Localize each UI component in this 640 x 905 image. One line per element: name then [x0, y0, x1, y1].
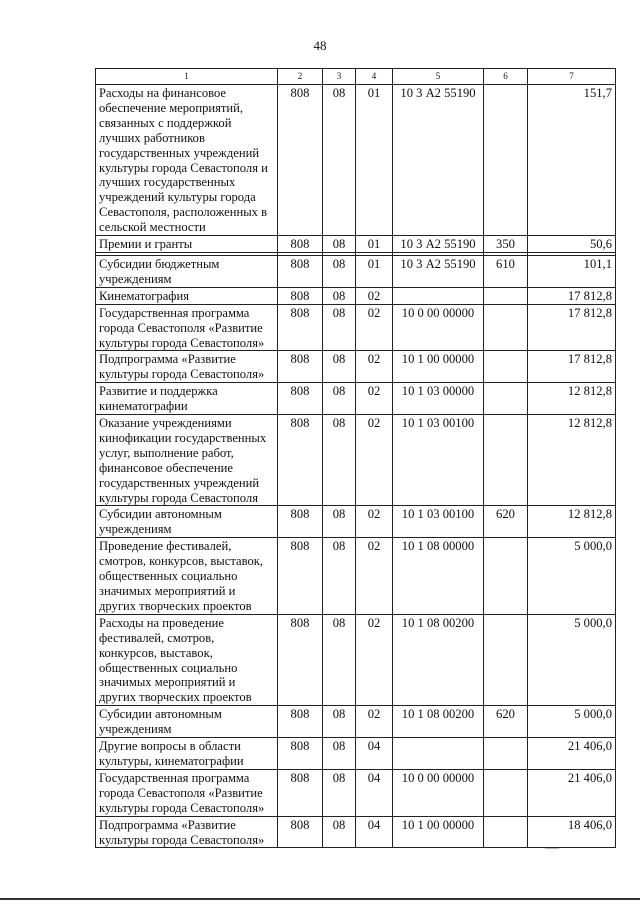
row-rz-cell: 08: [323, 506, 356, 538]
row-csr-cell: 10 3 А2 55190: [393, 85, 484, 236]
row-gr-cell: 808: [278, 236, 323, 253]
row-amount-cell: 12 812,8: [528, 506, 616, 538]
column-header: 4: [356, 69, 393, 85]
row-csr-cell: 10 3 А2 55190: [393, 236, 484, 253]
row-pr-cell: 02: [356, 351, 393, 383]
row-name-cell: Государственная программа города Севастополя «Развитие культуры города Севастополя»: [96, 769, 278, 816]
row-name-cell: Расходы на проведение фестивалей, смотров, конкурсов, выставок, общественных социально значимых мероприятий и других творческих проектов: [96, 614, 278, 705]
row-amount-cell: 101,1: [528, 255, 616, 287]
table-row: [96, 304, 616, 351]
row-pr-cell: 02: [356, 506, 393, 538]
row-vr-cell: [484, 383, 528, 415]
row-gr-cell: 808: [278, 769, 323, 816]
row-rz-cell: 08: [323, 816, 356, 848]
table-row: [96, 236, 616, 253]
row-vr-cell: [484, 769, 528, 816]
row-pr-cell: 02: [356, 538, 393, 615]
row-name-cell: Государственная программа города Севастополя «Развитие культуры города Севастополя»: [96, 304, 278, 351]
table-row: [96, 287, 616, 304]
row-gr-cell: 808: [278, 304, 323, 351]
row-name-cell: Расходы на финансовое обеспечение мероприятий, связанных с поддержкой лучших работников государственных учреждений культуры города Севастополя и лучших государственных учреждений культуры города Севастополя, расположенных в сельской местности: [96, 85, 278, 236]
row-vr-cell: [484, 738, 528, 770]
table-row: [96, 255, 616, 287]
budget-table: [95, 68, 616, 848]
row-rz-cell: 08: [323, 706, 356, 738]
row-rz-cell: 08: [323, 287, 356, 304]
row-vr-cell: [484, 614, 528, 705]
column-header: 6: [484, 69, 528, 85]
row-gr-cell: 808: [278, 506, 323, 538]
row-name-cell: Субсидии автономным учреждениям: [96, 506, 278, 538]
row-csr-cell: [393, 287, 484, 304]
row-amount-cell: 12 812,8: [528, 383, 616, 415]
row-gr-cell: 808: [278, 287, 323, 304]
row-csr-cell: 10 1 00 00000: [393, 351, 484, 383]
row-amount-cell: 151,7: [528, 85, 616, 236]
row-pr-cell: 02: [356, 304, 393, 351]
table-row: [96, 415, 616, 506]
row-csr-cell: 10 1 03 00100: [393, 415, 484, 506]
scan-mark: [545, 848, 559, 849]
column-header: 5: [393, 69, 484, 85]
page-number: 48: [313, 38, 327, 53]
row-gr-cell: 808: [278, 816, 323, 848]
row-amount-cell: 18 406,0: [528, 816, 616, 848]
row-csr-cell: 10 1 00 00000: [393, 816, 484, 848]
row-gr-cell: 808: [278, 614, 323, 705]
row-rz-cell: 08: [323, 614, 356, 705]
row-name-cell: Кинематография: [96, 287, 278, 304]
row-amount-cell: 5 000,0: [528, 614, 616, 705]
row-rz-cell: 08: [323, 538, 356, 615]
row-amount-cell: 50,6: [528, 236, 616, 253]
row-vr-cell: [484, 415, 528, 506]
column-header: 3: [323, 69, 356, 85]
row-pr-cell: 01: [356, 85, 393, 236]
row-rz-cell: 08: [323, 738, 356, 770]
row-vr-cell: 620: [484, 706, 528, 738]
row-csr-cell: 10 1 08 00000: [393, 538, 484, 615]
table-row: [96, 738, 616, 770]
column-header: 7: [528, 69, 616, 85]
row-pr-cell: 04: [356, 816, 393, 848]
row-csr-cell: 10 1 08 00200: [393, 614, 484, 705]
row-pr-cell: 02: [356, 287, 393, 304]
row-csr-cell: 10 3 А2 55190: [393, 255, 484, 287]
row-rz-cell: 08: [323, 383, 356, 415]
row-amount-cell: 21 406,0: [528, 738, 616, 770]
table-row: [96, 351, 616, 383]
row-vr-cell: [484, 538, 528, 615]
row-rz-cell: 08: [323, 85, 356, 236]
row-rz-cell: 08: [323, 304, 356, 351]
row-pr-cell: 04: [356, 738, 393, 770]
row-gr-cell: 808: [278, 415, 323, 506]
row-pr-cell: 02: [356, 383, 393, 415]
row-gr-cell: 808: [278, 85, 323, 236]
table-row: [96, 769, 616, 816]
row-rz-cell: 08: [323, 236, 356, 253]
row-amount-cell: 17 812,8: [528, 351, 616, 383]
row-gr-cell: 808: [278, 255, 323, 287]
table-body: [96, 85, 616, 848]
row-name-cell: Субсидии бюджетным учреждениям: [96, 255, 278, 287]
table-row: [96, 383, 616, 415]
row-pr-cell: 01: [356, 255, 393, 287]
row-csr-cell: 10 1 03 00100: [393, 506, 484, 538]
row-vr-cell: [484, 304, 528, 351]
column-header: 1: [96, 69, 278, 85]
table-header-row: [96, 69, 616, 85]
row-gr-cell: 808: [278, 351, 323, 383]
row-gr-cell: 808: [278, 383, 323, 415]
row-rz-cell: 08: [323, 415, 356, 506]
row-csr-cell: 10 0 00 00000: [393, 769, 484, 816]
row-vr-cell: 620: [484, 506, 528, 538]
row-amount-cell: 5 000,0: [528, 538, 616, 615]
row-pr-cell: 02: [356, 415, 393, 506]
row-name-cell: Премии и гранты: [96, 236, 278, 253]
row-rz-cell: 08: [323, 769, 356, 816]
row-vr-cell: [484, 287, 528, 304]
row-pr-cell: 02: [356, 614, 393, 705]
row-csr-cell: [393, 738, 484, 770]
row-vr-cell: [484, 816, 528, 848]
table-row: [96, 706, 616, 738]
row-amount-cell: 5 000,0: [528, 706, 616, 738]
row-pr-cell: 02: [356, 706, 393, 738]
row-name-cell: Субсидии автономным учреждениям: [96, 706, 278, 738]
row-amount-cell: 21 406,0: [528, 769, 616, 816]
row-vr-cell: 610: [484, 255, 528, 287]
row-name-cell: Развитие и поддержка кинематографии: [96, 383, 278, 415]
table-row: [96, 816, 616, 848]
row-gr-cell: 808: [278, 706, 323, 738]
table-row: [96, 506, 616, 538]
row-csr-cell: 10 0 00 00000: [393, 304, 484, 351]
bottom-rule: [0, 898, 640, 900]
table-row: [96, 614, 616, 705]
row-rz-cell: 08: [323, 255, 356, 287]
row-csr-cell: 10 1 03 00000: [393, 383, 484, 415]
row-vr-cell: [484, 85, 528, 236]
row-pr-cell: 01: [356, 236, 393, 253]
row-pr-cell: 04: [356, 769, 393, 816]
row-vr-cell: [484, 351, 528, 383]
row-name-cell: Подпрограмма «Развитие культуры города Севастополя»: [96, 351, 278, 383]
row-amount-cell: 17 812,8: [528, 304, 616, 351]
row-amount-cell: 17 812,8: [528, 287, 616, 304]
row-name-cell: Оказание учреждениями кинофикации государственных услуг, выполнение работ, финансовое обеспечение государственных учреждений культуры города Севастополя: [96, 415, 278, 506]
row-gr-cell: 808: [278, 738, 323, 770]
row-rz-cell: 08: [323, 351, 356, 383]
row-name-cell: Другие вопросы в области культуры, кинематографии: [96, 738, 278, 770]
row-vr-cell: 350: [484, 236, 528, 253]
row-amount-cell: 12 812,8: [528, 415, 616, 506]
row-gr-cell: 808: [278, 538, 323, 615]
row-csr-cell: 10 1 08 00200: [393, 706, 484, 738]
row-name-cell: Подпрограмма «Развитие культуры города Севастополя»: [96, 816, 278, 848]
table-row: [96, 85, 616, 236]
table-row: [96, 538, 616, 615]
row-name-cell: Проведение фестивалей, смотров, конкурсов, выставок, общественных социально значимых мероприятий и других творческих проектов: [96, 538, 278, 615]
column-header: 2: [278, 69, 323, 85]
